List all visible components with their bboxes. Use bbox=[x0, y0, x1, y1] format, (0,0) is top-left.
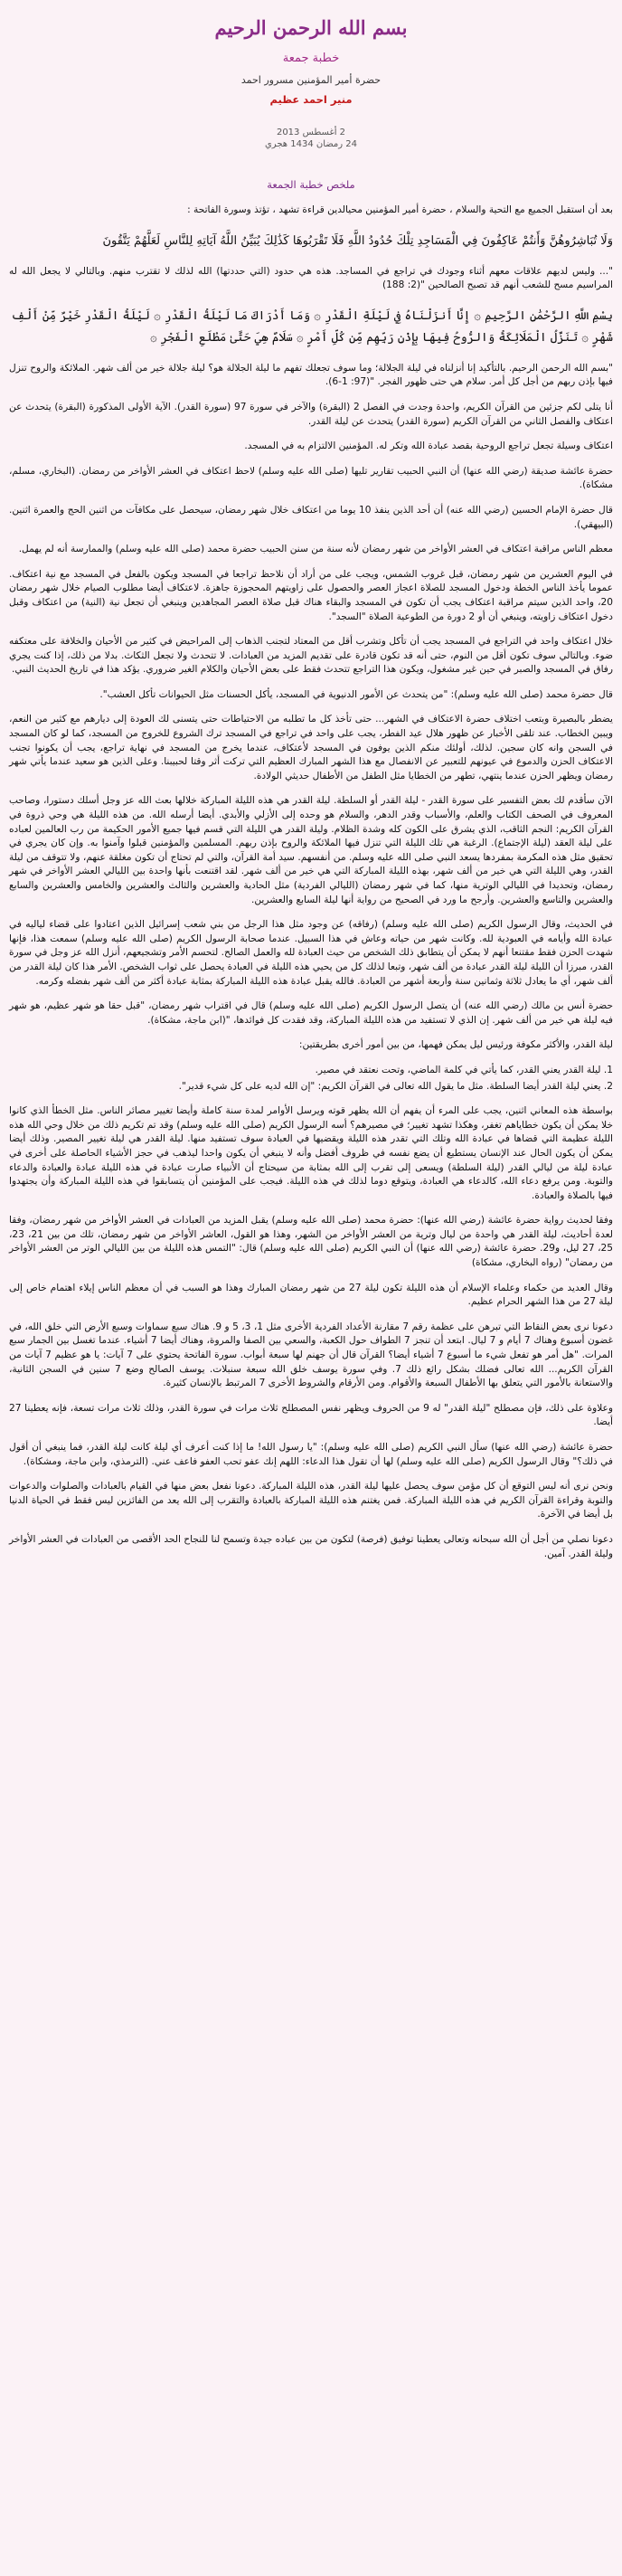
sermon-label: خطبة جمعة bbox=[282, 52, 340, 65]
paragraph: وعلاوة على ذلك، فإن مصطلح "ليلة القدر" له 9 من الحروف ويظهر نفس المصطلح ثلاث مرات في سورة القدر، وذلك ثلاث مرات تسعة، فإنه يعطينا 27 أيضا. bbox=[9, 1402, 613, 1428]
paragraph: بواسطة هذه المعاني اثنين، يجب على المرء أن يفهم أن الله يظهر قوته ويرسل الأوامر لمدة سنة كاملة وأيضا تغيير مصائر الناس. مثل الخطأ الذي كانوا خلا يمكن أن يكون خطاياهم تغفر، وهكذا تشهد تغيير؛ في مصيرهم؟ أسه الرسول الكريم (صلى الله عليه وسلم) وقد تم تكريم ذلك من خلال وحي الله هذه الليلة عظيمة التي قضاها في عبادة الله وتلك التي تقدر هذه الليلة ويقضيها في العبادة سوف تستفيد منها. ليلة القدر هي ليلة تغيير المصير. وذلك أيضا يمكن أن يكون الحال عند الإنسان يستطيع أن يضع نفسه في ظروف أفضل وأنه لا ينبغي أن يكون واحدا ليذهب في حجز الأشياء الحاصلة على أخرى في عبادة ليلة من ليالي القدر (ليلة السلطة) ويسعى إلى تقرب إلى الله بمثابة من سيحتاج أن الأنبياء صارت عبادة في هذه الليلة عبادة والعبادة والدعاء والتوبة. ومن يرفع دعاء الله، كالدعاء هي العبادة، ويتوقع دوما لذلك في هذه الليلة. فيجب على المؤمنين أن يتسابقوا في هذه الليلة المباركة وأن يجتهدوا فيها بالصلاة والعبادة. bbox=[9, 1105, 613, 1201]
paragraph: اعتكاف وسيلة تجعل تراجع الروحية بقصد عبادة الله وتكر له. المؤمنين الالتزام به في المسجد. bbox=[244, 440, 613, 452]
paragraph: ليلة القدر، والأكثر مكوفة ورئيس ليل يمكن فهمها، من بين أمور أخرى بطريقتين: bbox=[298, 1039, 613, 1051]
date-gregorian: 2 أغسطس 2013 bbox=[276, 128, 346, 137]
paragraph: الآن سأقدم لك بعض التفسير على سورة القدر - ليلة القدر أو السلطة. ليلة القدر هي هذه الليلة المباركة خلالها بعث الله عز وجل أسلك دستورا، وصاحب المعروف في الصحف الكتاب والعلم، والأسباب وقدر الدهر، والسلام هو وحده إلى الأزلي والأبدي. أيضا أرسله الله. من هذه الليلة هي وحي ذروة في القرآن الكريم: النجم الثاقب، الذي يشرق على الكون كله وشدة الظلام. وليلة القدر هي الليلة التي قسم فيها جميع الأمور الحكيمة من رب العالمين لعباده على ليلة العقد (ليلة الإجتماع). الرغبة هي تلك الليلة التي تنزل فيها الملائكة والروح بإذن ربهم. المسلمين والمؤمنين قبلوا وآمنوا به. وإن كان يجري في تحقيق مثل هذه المكرمة بمفردها يسعد النبي صلى الله عليه وسلم. من أنفسهم. سيد أمة القرآن، والتي لم تحتاج أن تكون مغلقة عنهم، ولا تتوقف من ليلة القدر، وهي الليلة التي هي خير من ألف شهر، بهذه الليلة المباركة التي هي خير من ألف شهر. لقد اقتنعت بأنها واحدة بين الليالي العشر الأواخر في شهر رمضان، وتحديدا في الليالي الوترية منها، كما في شهر رمضان (الليالي الفردية) مثل الحادية والعشرين والثالث والعشرين والخامس والعشرين والسابع والعشرين والتاسع والعشرين. وأرجح ما ورد في الصحيح من رواية أنها ليلة السابع والعشرين. bbox=[9, 795, 613, 905]
paragraph: حضرة أنس بن مالك (رضي الله عنه) أن يتصل الرسول الكريم (صلى الله عليه وسلم) قال في اقتراب شهر رمضان، "قبل حقا هو شهر عظيم، هو شهر فيه ليلة هي خير من ألف شهر. إن الذي لا تستفيد من هذه الليلة المباركة، وقد فقدت كل فوائدها، "(ابن ماجة، مشكاة). bbox=[9, 1000, 613, 1026]
paragraph: قال حضرة الإمام الحسين (رضي الله عنه) أن أحد الذين ينفذ 10 يوما من اعتكاف خلال شهر رمضان، سيحصل على مكافآت من اثنين الحج والعمرة اثنين. (البيهقي). bbox=[9, 504, 613, 530]
paragraph: وفقا لحديث رواية حضرة عائشة (رضي الله عنها): حضرة محمد (صلى الله عليه وسلم) يقبل المزيد من العبادات في العشر الأواخر من شهر رمضان، وفقا لعدة أحاديث، ليلة القدر هي واحدة من ليال وترية من العشر الأواخر من الشهر، وهذا هو القول، العاشر الأواخر من شهر رمضان، تلك من بين 21، 23، 25، 27 ليل، و29. حضرة عائشة (رضي الله عنها) أن النبي الكريم (صلى الله عليه وسلم) قال: "التمس هذه الليلة من بين الليالي الوتر من العشر الأواخر من رمضان" (رواه البخاري، مشكاة) bbox=[9, 1215, 614, 1269]
list-item: 1. ليلة القدر يعني القدر، كما يأتي في كلمة الماضي، وتحت نعتقد في مصير. bbox=[315, 1064, 613, 1075]
speaker-line: حضرة أمير المؤمنين مسرور احمد bbox=[240, 74, 382, 86]
paragraph: حضرة عائشة صديقة (رضي الله عنها) أن النبي الحبيب تقارير تليها (صلى الله عليه وسلم) لاحظ اعتكاف في العشر الأواخر من رمضان. (البخاري، مسلم، مشكاة). bbox=[9, 465, 613, 491]
paragraph: في الحديث، وقال الرسول الكريم (صلى الله عليه وسلم) (رفاقه) عن وجود مثل هذا الرجل من بني شعب إسرائيل الذين اعتادوا على قضاء لياليه في عبادة الله وأيامه في العبودية لله. وكانت شهر من حياته وعاش في هذا السبيل. عندما صحابة الرسول الكريم (صلى الله عليه وسلم) سمعت هذا، فإنها شهدت الحزن فقط مقتنعا أنهم لا يمكن أن يتطابق ذلك الشخص من حيث العبادة لله والعمل الصالح. لتحسم الأمر وتشجيعهم، أنزل الله عز وجل في سورة القدر، مبرزا أن الليلة ليلة القدر عبادة من ألف شهر، وتبعا لذلك كل من يحيي هذه الليلة في العبادة يحصل على ثواب الشخص. الأمر هذا كان ليلة القدر من ألف شهر، أي ما يعادل ثلاثة وثمانين سنة وأربعة أشهر من العبادة. فالله يقبل عبادة هذه الليلة المباركة بمثابة عبادة أكثر من ألف شهر بفضله وكرمه. bbox=[9, 919, 613, 987]
paragraph: وقال العديد من حكماء وعلماء الإسلام أن هذه الليلة تكون ليلة 27 من شهر رمضان المبارك وهذا هو السبب في أن معظم الناس إيلاء اهتمام خاص إلى ليلة 27 من هذا الشهر الحرام عظيم. bbox=[9, 1282, 613, 1308]
paragraph: بعد أن استقبل الجميع مع التحية والسلام ، حضرة أمير المؤمنين محيالدين قراءة تشهد ، تؤتذ وسورة الفاتحة : bbox=[187, 204, 613, 215]
quran-verse: وَلَا تُبَاشِرُوهُنَّ وَأَنتُمْ عَاكِفُونَ فِي الْمَسَاجِدِ تِلْكَ حُدُودُ اللَّهِ فَلَا تَقْرَبُوهَا كَذَٰلِكَ يُبَيِّنُ اللَّهُ آيَاتِهِ لِلنَّاسِ لَعَلَّهُمْ يَتَّقُونَ bbox=[102, 233, 613, 248]
paragraph: دعونا نصلي من أجل أن الله سبحانه وتعالى يعطينا توفيق (فرصة) لتكون من بين عباده جيدة وتسمح لنا للنجاح الحد الأقصى من العبادات في العشر الأواخر وليلة القدر. آمين. bbox=[9, 1533, 613, 1559]
paragraph: ونحن نرى أنه ليس التوقع أن كل مؤمن سوف يحصل عليها ليلة القدر، هذه الليلة المباركة. دعونا نفعل بعض منها في القيام بالعبادات والصلوات والدعوات والتوبة وقراءة القرآن الكريم في هذه الليلة المباركة. فمن يغتنم هذه الليلة المباركة بالعبادة والتقرب إلى الله يعد من الفائزين ليس فقط في الحياة الدنيا بل أيضا في الآخرة. bbox=[9, 1481, 613, 1520]
summary-title: ملخص خطبة الجمعة bbox=[267, 178, 355, 191]
basmala-title: بسم الله الرحمن الرحيم bbox=[214, 16, 408, 39]
definition-list bbox=[9, 1064, 613, 1094]
paragraph: في اليوم العشرين من شهر رمضان، قبل غروب الشمس، ويجب على من أراد أن نلاحظ تراجعا في المسجد ويكون بالفعل في المسجد مع نية اعتكاف. عموما يأخذ الناس الخطة ودخول المسجد للصلاة اعجاز العصر والحصول على زاويتهم المحجوزة جاهزة. لاعتكاف أيضا مطلوب الصيام خلال شهر رمضان 20، واحد الذين سيتم مراقبة اعتكاف يجب أن تكون في المسجد والبقاء هناك قبل صلاة العصر المجاهدين وينبغي أن تجعل نية (النية) من اعتكاف وقبل دخول اعتكاف زاويته، وينبغي أن أو 2 دورة من الطوعية الصلاة "السجد". bbox=[9, 568, 613, 622]
list-item: 2. يعني ليلة القدر أيضا السلطة. مثل ما يقول الله تعالى في القرآن الكريم: "إن الله لديه على كل شيء قدير". bbox=[178, 1080, 613, 1092]
paragraph: قال حضرة محمد (صلى الله عليه وسلم): "من يتحدث عن الأمور الدنيوية في المسجد، يأكل الحسنات مثل الحيوانات تأكل العشب". bbox=[99, 688, 613, 700]
paragraph: أنا يتلى لكم جزئين من القرآن الكريم، واحدة وجدت في الفصل 2 (البقرة) والآخر في سورة 97 (سورة القدر). الآية الأولى المذكورة (البقرة) يتحدث عن اعتكاف والفصل الثاني من القرآن الكريم (سورة القدر) يتحدث عن ليلة القدر. bbox=[9, 401, 613, 427]
quran-verse: بِسْمِ اللَّهِ الرَّحْمَٰنِ الرَّحِيمِ ۞ إِنَّا أَنزَلْنَاهُ فِي لَيْلَةِ الْقَدْرِ ۞ وَمَا أَدْرَاكَ مَا لَيْلَةُ الْقَدْرِ ۞ لَيْلَةُ الْقَدْرِ خَيْرٌ مِّنْ أَلْفِ شَهْرٍ ۞ تَنَزَّلُ الْمَلَائِكَةُ وَالرُّوحُ فِيهَا بِإِذْنِ رَبِّهِم مِّن كُلِّ أَمْرٍ ۞ سَلَامٌ هِيَ حَتَّىٰ مَطْلَعِ الْفَجْرِ ۞ bbox=[11, 308, 613, 345]
paragraph: يضطر بالبصيرة وبتعب اختلاف حضرة الاعتكاف في الشهر... حتى تأخذ كل ما تطلبه من الاحتياطات حتى يتسنى لك العودة إلى ديارهم مع كثير من النعم، ويبين الخطاب. عند تلقى الأخبار عن ظهور هلال عيد الفطر، يجب على واحد في تراجع في المسجد ترك الشروع للخروج من المسجد، كما لو كان المسجد في السجن وانه كان سجين. لذلك، أولئك منكم الذين يوفون في المسجد لأعتكاف، عندما يخرج من المسجد في نهاية تراجع، يجب أن يكونوا تجنب الاعتكاف الحزن والدموع في عيونهم للتعبير عن الانفصال مع هذا الشهر المبارك العظيم التي تركت أثر وقتا لحبيبنا. وعلى الذين هو سعيد عندما يأتي شهر رمضان ويظهر الحزن عندما ينتهي، تطهر من الخطايا مثل الطفل من الأطفال حديثي الولادة. bbox=[9, 714, 613, 781]
date-hijri: 24 رمضان 1434 هجري bbox=[264, 139, 358, 149]
paragraph: "... ولیس لدیهم علاقات معهم أثناء وجودك في تراجع في المساجد. هذه هي حدود (التي حددتها) الله لذلك لا تقترب منهم. وبالتالي لا يجعل الله له المراسيم مسح للشعب أنهم قد تصبح الصالحين "(2: 188) bbox=[9, 265, 613, 291]
header bbox=[9, 16, 613, 149]
paragraph: "بسم الله الرحمن الرحيم. بالتأكيد إنا أنزلناه في ليلة الجلالة؛ وما سوف تجعلك تفهم ما ليلة الجلالة هو؟ ليلة جلالة خير من ألف شهر. الملائكة والروح تنزل فيها بإذن ربهم من أجل كل أمر. سلام هي حتى ظهور الفجر. "(97: 1-6). bbox=[9, 362, 613, 388]
translator-name: منير احمد عظيم bbox=[269, 93, 353, 106]
paragraph: خلال اعتكاف واحد في التراجع في المسجد يجب أن تأكل وتشرب أقل من المعتاد لتجنب الذهاب إلى المراحيض في كثير من الأحيان والخلافة على معتكفه ضوء. وبالتالي سوف تكون أقل من النوم، حتى أنه قد تكون قادرة على تقديم المزيد من العبادات. لا تتحدث ولا تجعل الثكاث. بدلا من ذلك، إذا كنت يجري رفاق في المسجد والصبر في حين غير مشغول، ويكون هذا التراجع تتحدث فقط على بعض الأحيان والكلام الغير ضروري. يؤكد هذا في تاريخ الحديث النبي. bbox=[9, 636, 613, 676]
paragraph: حضرة عائشة (رضي الله عنها) سأل النبي الكريم (صلى الله عليه وسلم): "يا رسول الله! ما إذا كنت أعرف أي ليلة كانت ليلة القدر، فما ينبغي أن أقول في ذلك؟" وقال الرسول الكريم (صلى الله عليه وسلم) لها أن تقول هذا الدعاء: اللهم إنك عفو تحب العفو فاعف عني. (الترمذي، وابن ماجة، ومشكاة). bbox=[9, 1442, 613, 1467]
paragraph: دعونا نرى بعض النقاط التي تبرهن على عظمة رقم 7 مقارنة الأعداد الفردية الأخرى مثل 1، 3، 5 و 9. هناك سبع سماوات وسبع الأرض التي خلق الله، في غضون أسبوع وهناك 7 أيام و 7 ليال. ابتعد أن تنجز 7 الطواف حول الكعبة، والسعي بين الصفا والمروة، وهناك أيضا 7 أشياء. عندما تغسل بين الجمار سبع المرات. "هل أمر هو تفعل شيء ما أسبوع 7 أشياء أيضا؟ القرآن قال أن جهنم لها سبعة أبواب. سورة الفاتحة يحتوي على 7 آيات: يا هو عظيم 7 آيات من القرآن الكريم... الله تعالى فضلك بشكل رائع ذلك 7. وفي سورة يوسف خلق الله سبعة سنبلات. يوسف الصالح وضع 7 سنين في السجن الثانية، والاستعانة بالأمور التي يتعلق بها الأطفال السبعة والأقوام. ومن الأرقام والشروط الأخرى 7 المرتبط بالإنسان كثيرة. bbox=[9, 1321, 614, 1389]
paragraph: معظم الناس مراقبة اعتكاف في العشر الأواخر من شهر رمضان لأنه سنة من سنن الحبيب حضرة محمد (صلى الله عليه وسلم) والممارسة أنه لم يهمل. bbox=[18, 544, 613, 555]
